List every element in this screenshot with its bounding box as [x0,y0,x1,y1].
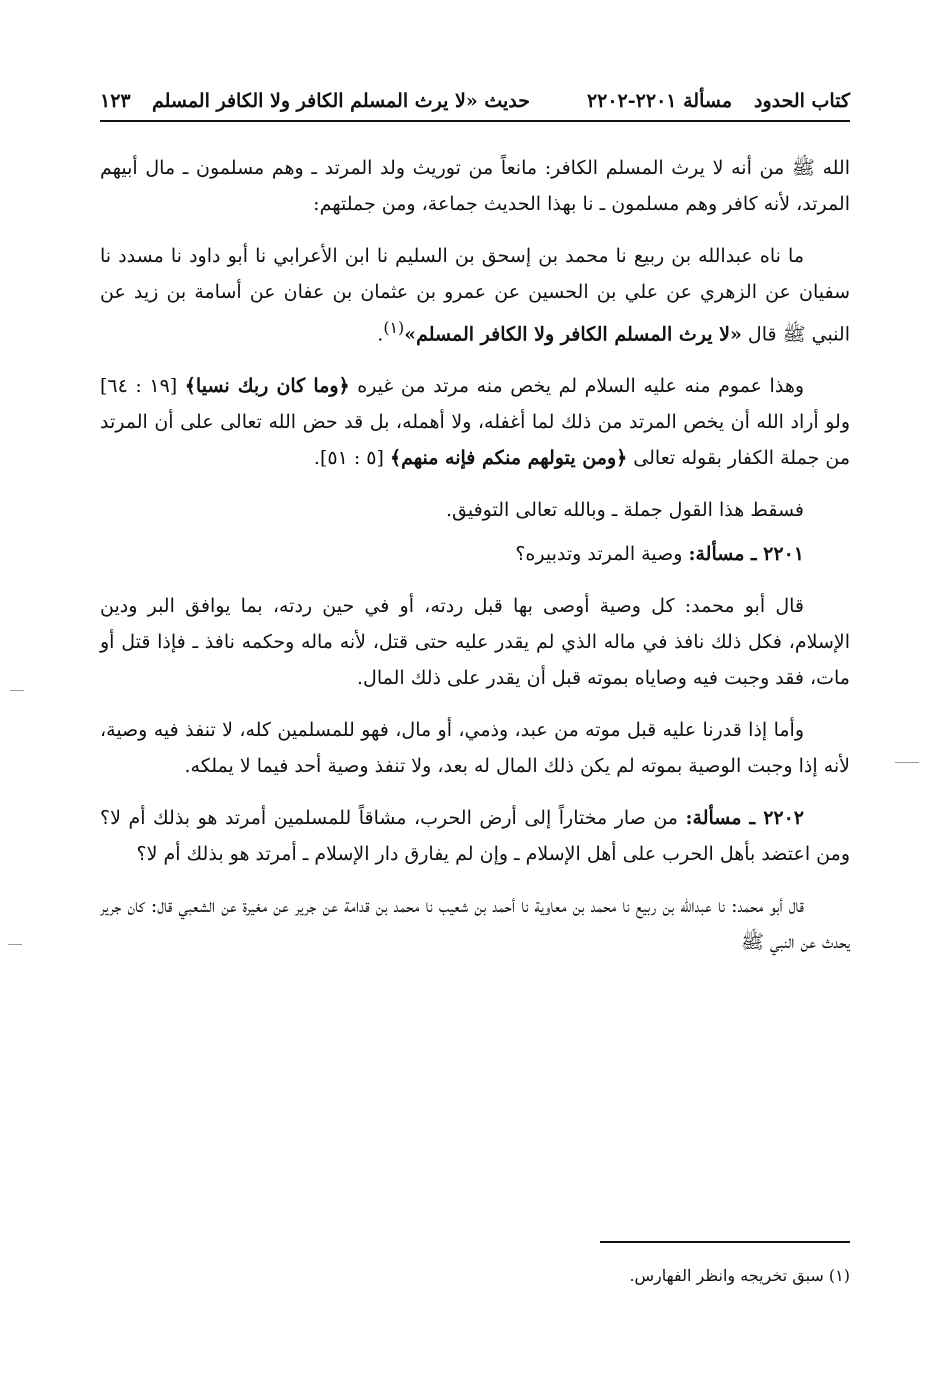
issue-2202-label: ٢٢٠٢ ـ مسألة: [685,807,805,830]
footnote-reference: (١) [383,318,405,337]
scan-margin-mark [10,690,24,691]
argument-text-c: [٥ : ٥١]. [313,447,384,470]
issue-2201-text: وصية المرتد وتدبيره؟ [515,543,683,566]
paragraph-continuation: الله ﷺ من أنه لا يرث المسلم الكافر: مانعاً من توريث ولد المرتد ـ وهم مسلمون ـ مال أبيهم المرتد، لأنه كافر وهم مسلمون ـ نا بهذا الحديث جماعة، ومن جملتهم: [100,157,850,215]
paragraph-jarir-narration: قال أبو محمد: نا عبدالله بن ربيع نا محمد بن معاوية نا أحمد بن شعيب نا محمد بن قدامة عن جرير عن مغيرة عن الشعبي قال: كان جرير يحدث عن النبي ﷺ [100,895,850,954]
sentence-end: . [377,323,384,346]
paragraph-conclusion: فسقط هذا القول جملة ـ وبالله تعالى التوفيق. [445,499,804,522]
paragraph-argument [100,368,850,476]
paragraph-will-before-apostasy: قال أبو محمد: كل وصية أوصى بها قبل ردته، أو في حين ردته، بما يوافق البر ودين الإسلام، فكل ذلك نافذ في ماله الذي لم يقدر عليه حتى قتل، لأنه ماله وحكمه نافذ ـ فإذا قتل أو مات، فقد وجبت فيه وصاياه بموته قبل أن يقدر على ذلك المال. [100,595,850,690]
hadith-quote: «لا يرث المسلم الكافر ولا الكافر المسلم» [404,323,742,346]
isnad-text: ما ناه عبدالله بن ربيع نا محمد بن إسحق بن السليم نا ابن الأعرابي نا أبو داود نا مسدد نا سفيان عن الزهري عن علي بن الحسين عن عمرو بن عثمان بن عفان عن أسامة بن زيد عن النبي ﷺ قال [100,245,850,346]
page-number: ١٢٣ [100,90,131,112]
header-hadith-title: حديث «لا يرث المسلم الكافر ولا الكافر المسلم [151,90,530,112]
argument-text-a: وهذا عموم منه عليه السلام لم يخص منه مرتد من غيره [357,375,805,398]
issue-2201-heading [100,536,850,572]
main-text [100,150,850,976]
header-book-title: كتاب الحدود [753,90,850,112]
header-issue-numbers: مسألة ٢٢٠١-٢٢٠٢ [586,90,732,112]
quran-quote-2: ﴿ومن يتولهم منكم فإنه منهم﴾ [389,447,628,470]
issue-2202-heading [100,800,850,872]
issue-2201-label: ٢٢٠١ ـ مسألة: [688,543,804,566]
paragraph-will-after-capture: وأما إذا قدرنا عليه قبل موته من عبد، وذمي، أو مال، فهو للمسلمين كله، لا تنفذ فيه وصية، لأنه إذا وجبت الوصية بموته لم يكن ذلك المال له بعد، ولا تنفذ وصية أحد فيما لا يملكه. [100,719,850,778]
footnote: (١) سبق تخريجه وانظر الفهارس. [629,1266,850,1285]
quran-quote-1: ﴿وما كان ربك نسيا﴾ [184,375,350,398]
running-header [100,86,850,122]
scan-margin-mark [895,762,919,763]
argument-text-b: [١٩ : ٦٤] ولو أراد الله أن يخص المرتد من ذلك لما أغفله، ولا أهمله، بل قد حض الله تعالى على أن المرتد من جملة الكفار بقوله تعالى [100,375,850,470]
issue-2202-text: من صار مختاراً إلى أرض الحرب، مشاقاً للمسلمين أمرتد هو بذلك أم لا؟ ومن اعتضد بأهل الحرب على أهل الإسلام ـ وإن لم يفارق دار الإسلام ـ أمرتد هو بذلك أم لا؟ [100,807,850,866]
scan-margin-mark [8,944,22,945]
footnote-divider [600,1241,850,1243]
paragraph-isnad [100,238,850,352]
